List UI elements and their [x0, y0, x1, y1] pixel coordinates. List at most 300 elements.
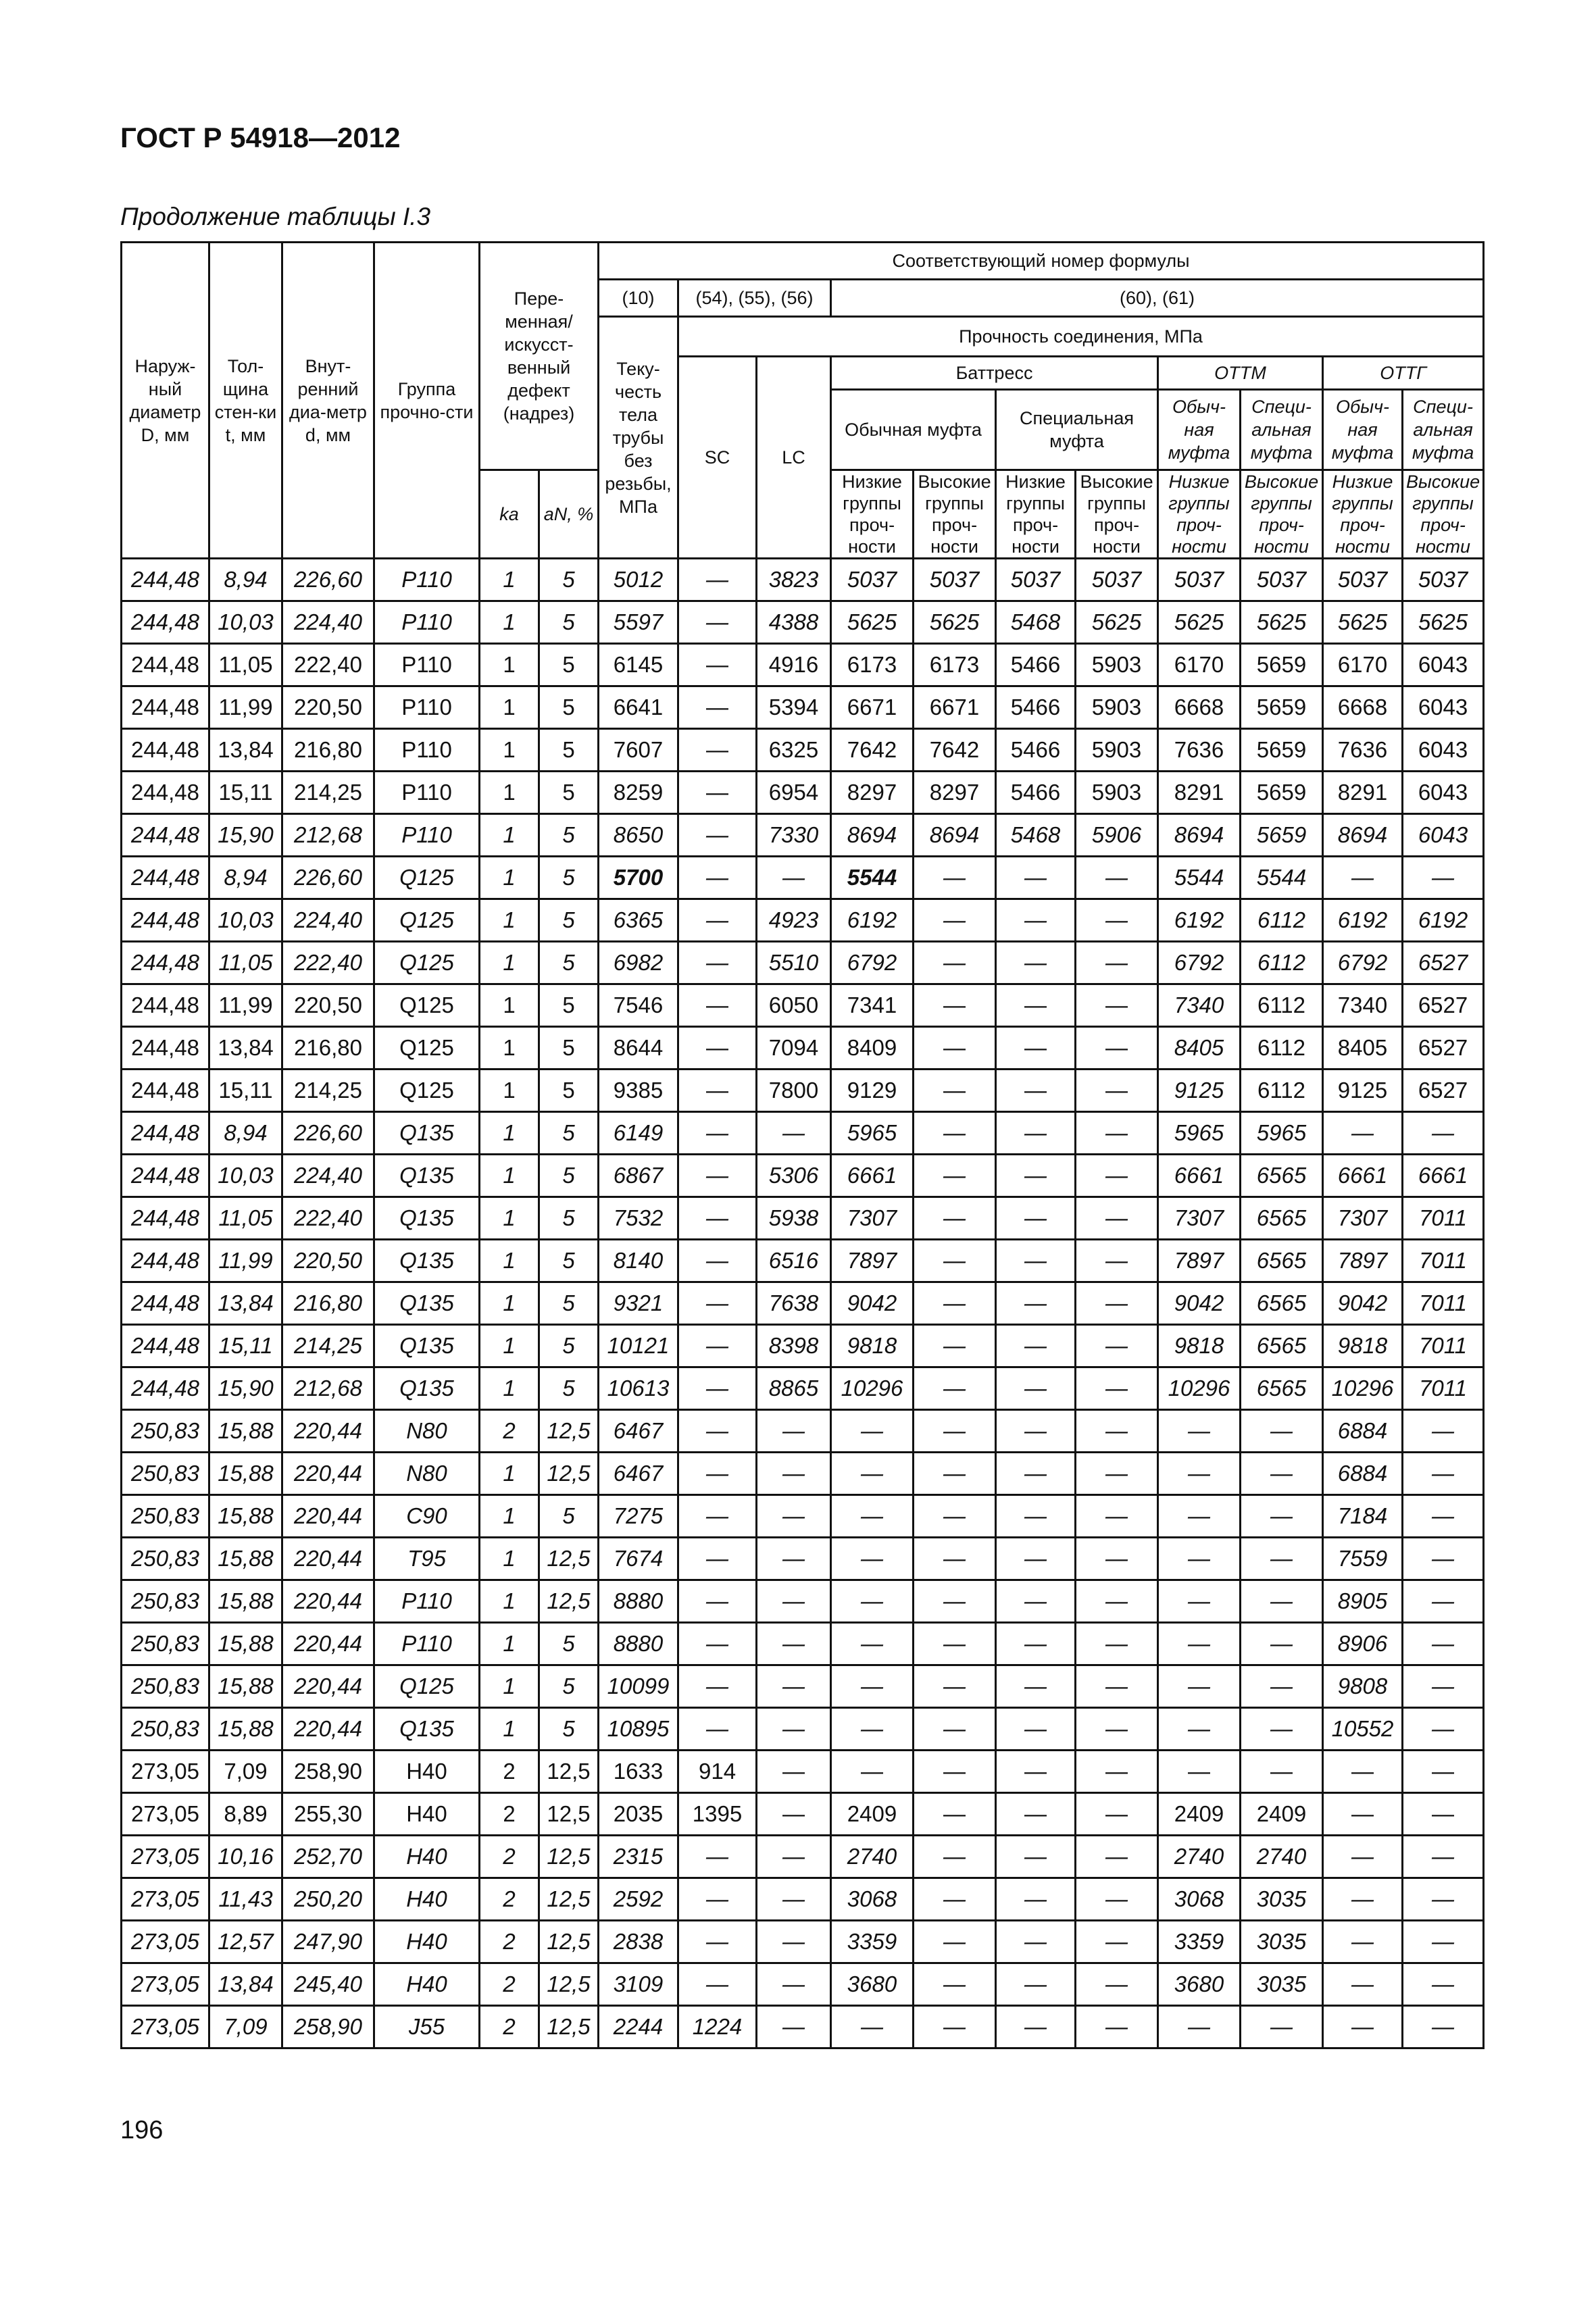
cell-ottm-special: 5659	[1241, 729, 1323, 772]
cell-ottg-normal: 8905	[1323, 1580, 1403, 1623]
cell-ka: 2	[480, 2006, 539, 2048]
cell-ottg-special: —	[1403, 1623, 1484, 1665]
cell-ka: 1	[480, 729, 539, 772]
header-ottg-normal-low: Низкие группы проч-ности	[1323, 470, 1403, 559]
cell-an: 5	[539, 899, 599, 942]
cell-buttress-special-high: —	[1076, 1367, 1158, 1410]
cell-buttress-normal-low: 9129	[831, 1070, 914, 1112]
cell-buttress-normal-low: 6671	[831, 686, 914, 729]
cell-ka: 1	[480, 1580, 539, 1623]
cell-lc: 5394	[757, 686, 831, 729]
table-row	[122, 984, 1484, 1027]
cell-ottg-normal: 9818	[1323, 1325, 1403, 1367]
cell-buttress-normal-high: —	[914, 1793, 996, 1836]
cell-buttress-normal-low: 6173	[831, 644, 914, 686]
cell-ottg-normal: 6192	[1323, 899, 1403, 942]
cell-yield: 6867	[599, 1155, 678, 1197]
cell-yield: 10121	[599, 1325, 678, 1367]
cell-strength-group: P110	[374, 686, 480, 729]
cell-ottg-special: 7011	[1403, 1367, 1484, 1410]
cell-buttress-normal-low: —	[831, 1453, 914, 1495]
cell-thickness: 15,11	[209, 1325, 282, 1367]
cell-yield: 9321	[599, 1282, 678, 1325]
cell-buttress-normal-low: 2409	[831, 1793, 914, 1836]
cell-thickness: 13,84	[209, 1282, 282, 1325]
cell-thickness: 15,90	[209, 814, 282, 857]
cell-ka: 1	[480, 814, 539, 857]
cell-ottm-normal: —	[1158, 1410, 1241, 1453]
cell-ka: 1	[480, 857, 539, 899]
cell-yield: 8644	[599, 1027, 678, 1070]
cell-an: 5	[539, 644, 599, 686]
cell-thickness: 15,88	[209, 1623, 282, 1665]
table-row	[122, 1112, 1484, 1155]
cell-yield: 2592	[599, 1878, 678, 1921]
cell-ottg-normal: 6661	[1323, 1155, 1403, 1197]
cell-ottg-normal: 6170	[1323, 644, 1403, 686]
cell-ka: 1	[480, 984, 539, 1027]
cell-an: 5	[539, 1112, 599, 1155]
cell-yield: 6641	[599, 686, 678, 729]
cell-thickness: 8,94	[209, 857, 282, 899]
cell-ottm-special: 6112	[1241, 899, 1323, 942]
cell-strength-group: Q125	[374, 1070, 480, 1112]
cell-ottg-normal: 6792	[1323, 942, 1403, 984]
cell-diameter: 244,48	[122, 1027, 209, 1070]
cell-ottm-special: 6565	[1241, 1282, 1323, 1325]
cell-lc: 4923	[757, 899, 831, 942]
cell-buttress-normal-low: 7642	[831, 729, 914, 772]
cell-an: 5	[539, 1623, 599, 1665]
cell-diameter: 244,48	[122, 1367, 209, 1410]
cell-buttress-normal-high: —	[914, 1410, 996, 1453]
cell-lc: 4388	[757, 601, 831, 644]
cell-thickness: 15,11	[209, 772, 282, 814]
cell-ottg-normal: 8405	[1323, 1027, 1403, 1070]
cell-ottg-special: 7011	[1403, 1240, 1484, 1282]
cell-buttress-special-low: 5466	[996, 686, 1076, 729]
table-body	[122, 559, 1484, 2048]
cell-strength-group: Q125	[374, 942, 480, 984]
cell-buttress-special-low: —	[996, 1878, 1076, 1921]
cell-yield: 2315	[599, 1836, 678, 1878]
cell-thickness: 7,09	[209, 2006, 282, 2048]
cell-inner-diameter: 222,40	[282, 942, 374, 984]
cell-ottm-normal: 9818	[1158, 1325, 1241, 1367]
cell-ka: 2	[480, 1793, 539, 1836]
cell-strength-group: N80	[374, 1453, 480, 1495]
cell-lc: —	[757, 1112, 831, 1155]
cell-buttress-normal-high: —	[914, 1367, 996, 1410]
cell-inner-diameter: 220,44	[282, 1410, 374, 1453]
cell-ottg-special: 7011	[1403, 1282, 1484, 1325]
cell-buttress-normal-low: 8297	[831, 772, 914, 814]
cell-inner-diameter: 222,40	[282, 644, 374, 686]
cell-sc: —	[678, 984, 757, 1027]
cell-lc: —	[757, 1665, 831, 1708]
cell-ottg-special: 6527	[1403, 1070, 1484, 1112]
table-row	[122, 1751, 1484, 1793]
cell-lc: —	[757, 857, 831, 899]
cell-inner-diameter: 224,40	[282, 1155, 374, 1197]
cell-buttress-normal-low: 9042	[831, 1282, 914, 1325]
cell-ottg-normal: 8694	[1323, 814, 1403, 857]
cell-buttress-normal-high: —	[914, 1495, 996, 1538]
cell-strength-group: Q125	[374, 984, 480, 1027]
cell-buttress-normal-low: 5544	[831, 857, 914, 899]
cell-lc: 6050	[757, 984, 831, 1027]
cell-ka: 1	[480, 1027, 539, 1070]
cell-buttress-special-high: —	[1076, 1878, 1158, 1921]
cell-ottg-special: —	[1403, 1878, 1484, 1921]
cell-lc: —	[757, 1410, 831, 1453]
cell-sc: —	[678, 559, 757, 601]
header-ottg-special: Специ-альная муфта	[1403, 390, 1484, 470]
cell-ottm-special: 6565	[1241, 1240, 1323, 1282]
cell-buttress-special-low: —	[996, 1282, 1076, 1325]
cell-ottm-special: —	[1241, 1623, 1323, 1665]
cell-ottg-special: —	[1403, 2006, 1484, 2048]
header-ottm: ОТТМ	[1158, 357, 1323, 390]
cell-ottm-normal: —	[1158, 1665, 1241, 1708]
cell-ka: 1	[480, 1070, 539, 1112]
cell-thickness: 15,90	[209, 1367, 282, 1410]
cell-ottg-special: 7011	[1403, 1197, 1484, 1240]
cell-buttress-normal-low: —	[831, 1751, 914, 1793]
table-row	[122, 2006, 1484, 2048]
cell-diameter: 244,48	[122, 1197, 209, 1240]
cell-strength-group: C90	[374, 1495, 480, 1538]
table-row	[122, 1197, 1484, 1240]
cell-buttress-normal-high: —	[914, 1070, 996, 1112]
cell-an: 5	[539, 686, 599, 729]
cell-ottm-special: 6112	[1241, 984, 1323, 1027]
cell-ottm-normal: 7307	[1158, 1197, 1241, 1240]
cell-thickness: 11,99	[209, 1240, 282, 1282]
cell-ka: 1	[480, 1538, 539, 1580]
table-row	[122, 601, 1484, 644]
cell-diameter: 244,48	[122, 1155, 209, 1197]
cell-buttress-normal-high: —	[914, 1282, 996, 1325]
cell-thickness: 11,05	[209, 942, 282, 984]
cell-an: 5	[539, 1070, 599, 1112]
cell-buttress-normal-high: —	[914, 1240, 996, 1282]
cell-ka: 1	[480, 772, 539, 814]
cell-buttress-special-high: —	[1076, 1070, 1158, 1112]
cell-sc: —	[678, 1155, 757, 1197]
cell-lc: 5510	[757, 942, 831, 984]
cell-ka: 1	[480, 1623, 539, 1665]
cell-thickness: 15,88	[209, 1538, 282, 1580]
cell-sc: —	[678, 1325, 757, 1367]
cell-inner-diameter: 216,80	[282, 1282, 374, 1325]
cell-thickness: 7,09	[209, 1751, 282, 1793]
cell-ka: 2	[480, 1410, 539, 1453]
cell-buttress-normal-high: —	[914, 1155, 996, 1197]
cell-sc: —	[678, 1963, 757, 2006]
cell-buttress-normal-low: —	[831, 1665, 914, 1708]
cell-buttress-special-low: —	[996, 899, 1076, 942]
cell-sc: —	[678, 1367, 757, 1410]
cell-ottg-normal: 9125	[1323, 1070, 1403, 1112]
cell-ottg-special: —	[1403, 1963, 1484, 2006]
cell-ottm-special: —	[1241, 1453, 1323, 1495]
cell-strength-group: Q135	[374, 1325, 480, 1367]
cell-buttress-special-high: —	[1076, 1325, 1158, 1367]
table-row	[122, 1580, 1484, 1623]
table-row	[122, 1836, 1484, 1878]
table-row	[122, 559, 1484, 601]
cell-yield: 3109	[599, 1963, 678, 2006]
cell-buttress-normal-low: —	[831, 1580, 914, 1623]
header-buttress-special: Специальная муфта	[996, 390, 1158, 470]
cell-thickness: 8,94	[209, 1112, 282, 1155]
cell-ottg-normal: 7636	[1323, 729, 1403, 772]
cell-inner-diameter: 226,60	[282, 857, 374, 899]
cell-yield: 10613	[599, 1367, 678, 1410]
cell-strength-group: H40	[374, 1793, 480, 1836]
cell-inner-diameter: 212,68	[282, 1367, 374, 1410]
cell-diameter: 244,48	[122, 1240, 209, 1282]
table-row	[122, 1367, 1484, 1410]
cell-buttress-normal-low: —	[831, 1495, 914, 1538]
cell-sc: 914	[678, 1751, 757, 1793]
cell-ottg-special: —	[1403, 1665, 1484, 1708]
table-row	[122, 1963, 1484, 2006]
header-ka: ka	[480, 470, 539, 559]
cell-inner-diameter: 214,25	[282, 1325, 374, 1367]
cell-inner-diameter: 226,60	[282, 559, 374, 601]
cell-strength-group: Q125	[374, 857, 480, 899]
cell-buttress-normal-low: —	[831, 1410, 914, 1453]
cell-thickness: 10,03	[209, 899, 282, 942]
cell-thickness: 11,43	[209, 1878, 282, 1921]
cell-inner-diameter: 220,44	[282, 1538, 374, 1580]
cell-ottg-special: —	[1403, 1751, 1484, 1793]
cell-ottg-special: 5625	[1403, 601, 1484, 644]
cell-inner-diameter: 220,44	[282, 1623, 374, 1665]
cell-lc: —	[757, 1836, 831, 1878]
cell-buttress-special-high: —	[1076, 1751, 1158, 1793]
cell-inner-diameter: 252,70	[282, 1836, 374, 1878]
cell-inner-diameter: 250,20	[282, 1878, 374, 1921]
cell-diameter: 250,83	[122, 1410, 209, 1453]
cell-an: 5	[539, 984, 599, 1027]
cell-ottm-special: —	[1241, 1410, 1323, 1453]
cell-ottm-special: 6565	[1241, 1155, 1323, 1197]
header-ottg-normal: Обыч-ная муфта	[1323, 390, 1403, 470]
cell-sc: —	[678, 1623, 757, 1665]
cell-ottm-normal: —	[1158, 1453, 1241, 1495]
cell-diameter: 244,48	[122, 772, 209, 814]
cell-sc: —	[678, 1240, 757, 1282]
cell-lc: 4916	[757, 644, 831, 686]
cell-sc: —	[678, 686, 757, 729]
cell-diameter: 244,48	[122, 1070, 209, 1112]
header-buttress-normal-high: Высокие группы проч-ности	[914, 470, 996, 559]
cell-diameter: 273,05	[122, 1751, 209, 1793]
cell-buttress-special-high: 5037	[1076, 559, 1158, 601]
cell-ka: 1	[480, 899, 539, 942]
cell-ottm-normal: 3068	[1158, 1878, 1241, 1921]
cell-sc: —	[678, 1453, 757, 1495]
cell-buttress-special-low: —	[996, 942, 1076, 984]
cell-strength-group: H40	[374, 1836, 480, 1878]
header-ottm-special: Специ-альная муфта	[1241, 390, 1323, 470]
cell-strength-group: Q135	[374, 1112, 480, 1155]
cell-ottm-special: 6112	[1241, 1070, 1323, 1112]
cell-ka: 2	[480, 1836, 539, 1878]
cell-ottg-special: —	[1403, 1410, 1484, 1453]
cell-inner-diameter: 258,90	[282, 2006, 374, 2048]
cell-strength-group: P110	[374, 601, 480, 644]
table-row	[122, 899, 1484, 942]
cell-yield: 6149	[599, 1112, 678, 1155]
cell-buttress-special-high: —	[1076, 1921, 1158, 1963]
cell-diameter: 273,05	[122, 2006, 209, 2048]
cell-buttress-normal-high: —	[914, 942, 996, 984]
cell-ottg-special: —	[1403, 1793, 1484, 1836]
cell-ottm-special: 6112	[1241, 942, 1323, 984]
cell-strength-group: P110	[374, 644, 480, 686]
cell-buttress-special-high: —	[1076, 1240, 1158, 1282]
cell-ottm-normal: —	[1158, 1708, 1241, 1751]
cell-strength-group: Q125	[374, 1665, 480, 1708]
cell-ka: 1	[480, 1453, 539, 1495]
cell-strength-group: T95	[374, 1538, 480, 1580]
cell-inner-diameter: 247,90	[282, 1921, 374, 1963]
cell-ottg-normal: —	[1323, 1793, 1403, 1836]
cell-an: 5	[539, 1155, 599, 1197]
cell-an: 12,5	[539, 1410, 599, 1453]
table-row	[122, 1623, 1484, 1665]
cell-ottg-special: 6043	[1403, 772, 1484, 814]
cell-diameter: 273,05	[122, 1921, 209, 1963]
cell-ottg-normal: 8291	[1323, 772, 1403, 814]
table-row	[122, 1410, 1484, 1453]
cell-buttress-normal-high: —	[914, 1538, 996, 1580]
cell-ottm-special: 5625	[1241, 601, 1323, 644]
cell-sc: —	[678, 1708, 757, 1751]
cell-thickness: 15,88	[209, 1453, 282, 1495]
cell-buttress-normal-low: —	[831, 1708, 914, 1751]
cell-an: 12,5	[539, 1921, 599, 1963]
cell-buttress-normal-low: 3068	[831, 1878, 914, 1921]
cell-strength-group: P110	[374, 1580, 480, 1623]
cell-ottm-normal: 5965	[1158, 1112, 1241, 1155]
cell-buttress-normal-high: —	[914, 1453, 996, 1495]
cell-buttress-special-high: —	[1076, 1708, 1158, 1751]
cell-diameter: 244,48	[122, 686, 209, 729]
cell-buttress-special-low: —	[996, 1453, 1076, 1495]
cell-strength-group: J55	[374, 2006, 480, 2048]
cell-an: 12,5	[539, 1751, 599, 1793]
cell-ottm-normal: 9042	[1158, 1282, 1241, 1325]
cell-buttress-special-high: —	[1076, 942, 1158, 984]
cell-diameter: 250,83	[122, 1453, 209, 1495]
cell-ottm-normal: 6170	[1158, 644, 1241, 686]
cell-ottm-normal: 6792	[1158, 942, 1241, 984]
cell-ka: 2	[480, 1963, 539, 2006]
cell-ottm-special: 6565	[1241, 1367, 1323, 1410]
cell-ottm-normal: —	[1158, 2006, 1241, 2048]
cell-buttress-special-high: 5906	[1076, 814, 1158, 857]
cell-sc: —	[678, 857, 757, 899]
cell-yield: 9385	[599, 1070, 678, 1112]
cell-inner-diameter: 258,90	[282, 1751, 374, 1793]
cell-inner-diameter: 220,44	[282, 1453, 374, 1495]
cell-buttress-normal-low: 6661	[831, 1155, 914, 1197]
cell-thickness: 13,84	[209, 1027, 282, 1070]
cell-lc: 7638	[757, 1282, 831, 1325]
cell-lc: 6516	[757, 1240, 831, 1282]
cell-sc: —	[678, 1878, 757, 1921]
table-row	[122, 1282, 1484, 1325]
cell-ottg-normal: 5625	[1323, 601, 1403, 644]
cell-sc: —	[678, 899, 757, 942]
cell-lc: 6325	[757, 729, 831, 772]
cell-ottm-special: 6112	[1241, 1027, 1323, 1070]
cell-buttress-special-low: —	[996, 1793, 1076, 1836]
cell-strength-group: Q125	[374, 1027, 480, 1070]
cell-buttress-normal-low: 2740	[831, 1836, 914, 1878]
cell-ottg-normal: —	[1323, 1836, 1403, 1878]
cell-thickness: 8,89	[209, 1793, 282, 1836]
cell-an: 5	[539, 1027, 599, 1070]
cell-buttress-normal-high: —	[914, 1112, 996, 1155]
cell-thickness: 8,94	[209, 559, 282, 601]
cell-an: 5	[539, 1325, 599, 1367]
cell-ottm-normal: 9125	[1158, 1070, 1241, 1112]
cell-ottg-special: 6192	[1403, 899, 1484, 942]
cell-ottm-special: 5659	[1241, 644, 1323, 686]
cell-diameter: 244,48	[122, 644, 209, 686]
cell-buttress-normal-high: —	[914, 1921, 996, 1963]
cell-buttress-normal-high: 6173	[914, 644, 996, 686]
cell-strength-group: Q135	[374, 1197, 480, 1240]
cell-ottg-special: —	[1403, 1495, 1484, 1538]
table-row	[122, 772, 1484, 814]
cell-buttress-special-high: —	[1076, 899, 1158, 942]
cell-buttress-normal-high: 8297	[914, 772, 996, 814]
cell-yield: 7532	[599, 1197, 678, 1240]
cell-ottg-special: —	[1403, 857, 1484, 899]
cell-an: 5	[539, 814, 599, 857]
cell-an: 5	[539, 1665, 599, 1708]
cell-ottg-normal: 8906	[1323, 1623, 1403, 1665]
cell-strength-group: P110	[374, 1623, 480, 1665]
cell-buttress-normal-low: —	[831, 1623, 914, 1665]
cell-buttress-normal-high: —	[914, 1665, 996, 1708]
cell-buttress-special-low: —	[996, 1410, 1076, 1453]
cell-thickness: 15,11	[209, 1070, 282, 1112]
cell-ka: 1	[480, 1495, 539, 1538]
cell-ottm-special: 5659	[1241, 772, 1323, 814]
cell-an: 5	[539, 1367, 599, 1410]
cell-ka: 1	[480, 1282, 539, 1325]
cell-ottg-special: —	[1403, 1580, 1484, 1623]
cell-sc: —	[678, 1410, 757, 1453]
cell-buttress-special-low: —	[996, 2006, 1076, 2048]
cell-ottm-normal: 8291	[1158, 772, 1241, 814]
cell-ka: 1	[480, 942, 539, 984]
cell-ottm-special: 6565	[1241, 1325, 1323, 1367]
table-row	[122, 729, 1484, 772]
cell-lc: —	[757, 1878, 831, 1921]
cell-buttress-special-low: —	[996, 1921, 1076, 1963]
cell-lc: 6954	[757, 772, 831, 814]
cell-ottm-normal: —	[1158, 1751, 1241, 1793]
